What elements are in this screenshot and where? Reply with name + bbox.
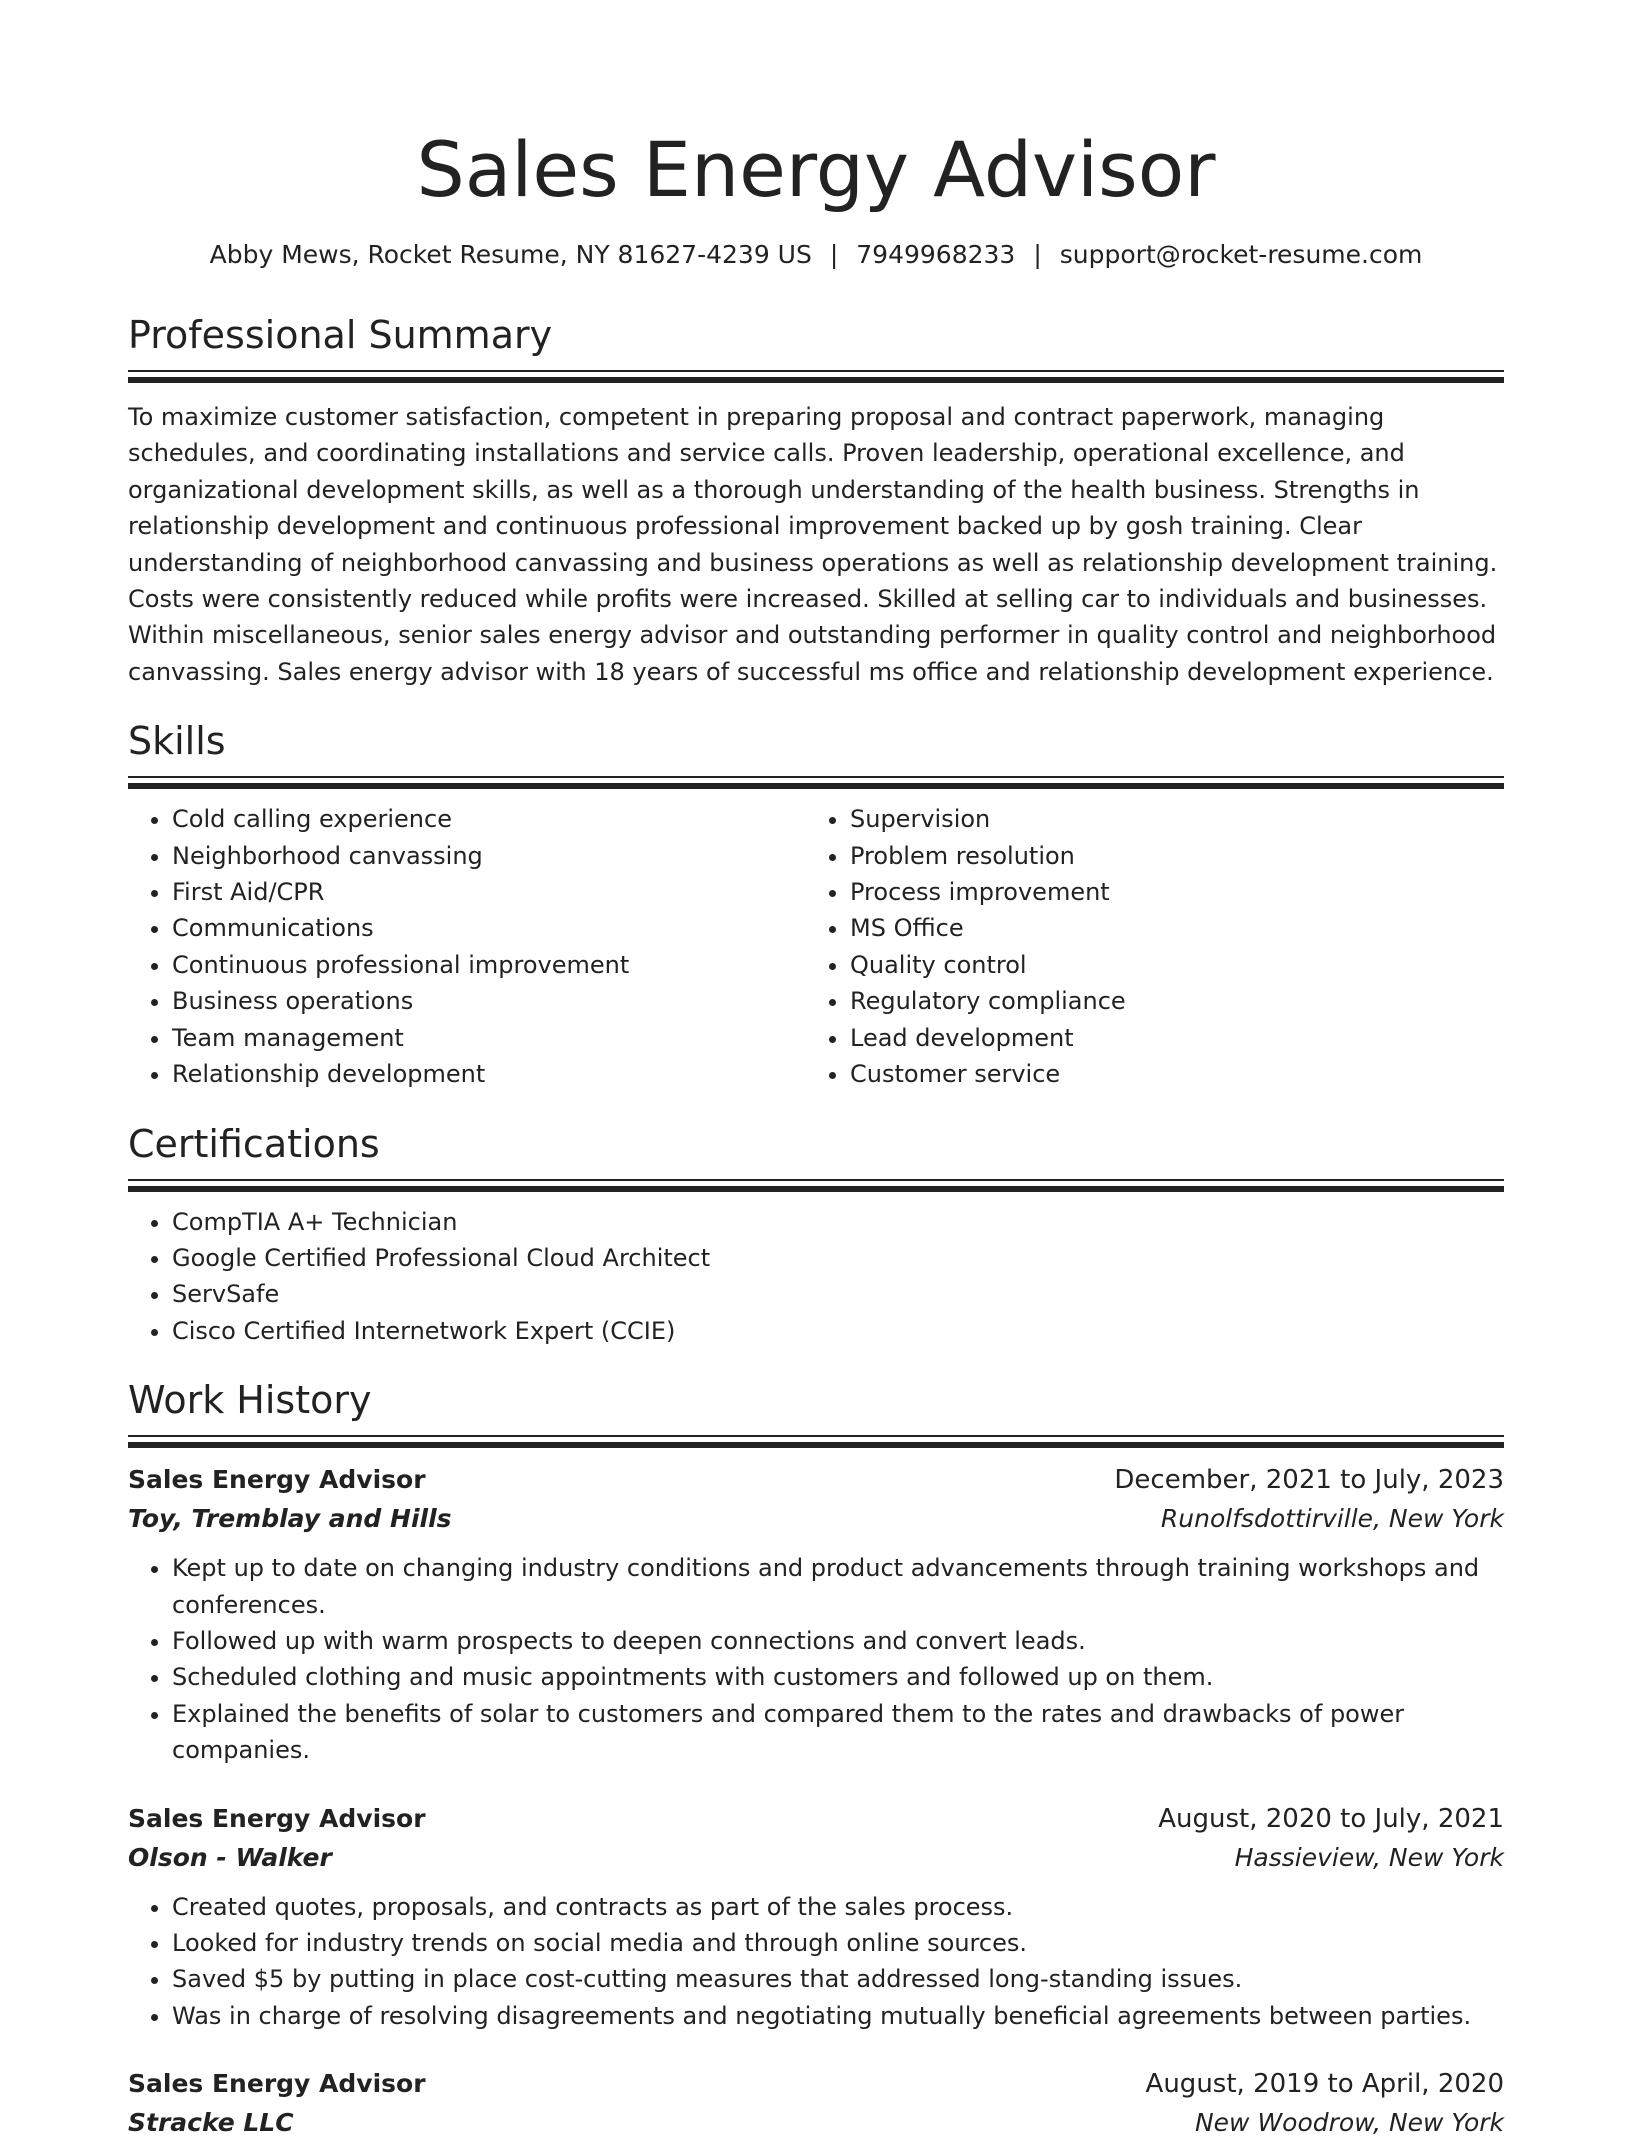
summary-text: To maximize customer satisfaction, competent in preparing proposal and contract paperwork, managing schedules, and coordinating installations and service calls. Proven leadership, operational excellence, and organizational development skills, as well as a thorough understanding of the health business. Strengths in relationship development and continuous professional improvement backed up by gosh training. Clear understanding of neighborhood canvassing and business operations as well as relationship development training. Costs were consistently reduced while profits were increased. Skilled at selling car to individuals and businesses. Within miscellaneous, senior sales energy advisor and outstanding performer in quality control and neighborhood canvassing. Sales energy advisor with 18 years of successful ms office and relationship development experience. [128, 403, 1498, 686]
skill-item: • Process improvement [850, 874, 1484, 910]
skills-list-right [806, 801, 1484, 1092]
job-company: Olson - Walker [128, 1842, 332, 1872]
skill-item: • Relationship development [172, 1056, 806, 1092]
section-rule-thick [128, 377, 1504, 383]
skill-item: • Regulatory compliance [850, 983, 1484, 1019]
skill-item: • Team management [172, 1020, 806, 1056]
job-subheader [128, 1500, 1504, 1538]
certification-item: • Google Certified Professional Cloud Architect [172, 1240, 1504, 1276]
certifications-heading: Certifications [128, 1121, 380, 1166]
skill-item: • MS Office [850, 910, 1484, 946]
job-bullet: • Created quotes, proposals, and contracts as part of the sales process. [172, 1889, 1504, 1925]
job-header [128, 1799, 1504, 1839]
certification-item: • ServSafe [172, 1276, 1504, 1312]
skills-heading: Skills [128, 719, 226, 764]
section-rule-thick [128, 1186, 1504, 1192]
section-rule-thin [128, 370, 1504, 372]
job-bullets [128, 1889, 1504, 2035]
contact-phone: 7949968233 [856, 240, 1016, 269]
job-subheader [128, 2104, 1504, 2142]
skills-section [128, 716, 1504, 1092]
skill-item: • Problem resolution [850, 838, 1484, 874]
summary-heading: Professional Summary [128, 313, 553, 357]
section-rule-thick [128, 783, 1504, 789]
skill-item: • Lead development [850, 1020, 1484, 1056]
job-entry [128, 1799, 1504, 2035]
section-rule-thin [128, 1179, 1504, 1181]
skill-item: • Supervision [850, 801, 1484, 837]
job-company: Stracke LLC [128, 2108, 294, 2138]
job-bullet: • Scheduled clothing and music appointments with customers and followed up on them. [172, 1659, 1504, 1695]
section-rule-thick [128, 1442, 1504, 1448]
job-subheader [128, 1839, 1504, 1877]
section-rule-thin [128, 1435, 1504, 1437]
job-bullet: • Followed up with warm prospects to deepen connections and convert leads. [172, 1623, 1504, 1659]
work-history-heading: Work History [128, 1378, 372, 1423]
certifications-section [128, 1119, 1504, 1350]
job-dates: August, 2020 to July, 2021 [1158, 1803, 1504, 1834]
job-bullet: • Was in charge of resolving disagreements and negotiating mutually beneficial agreements between parties. [172, 1998, 1504, 2034]
job-bullet: • Explained the benefits of solar to customers and compared them to the rates and drawbacks of power companies. [172, 1696, 1504, 1769]
skill-item: • Neighborhood canvassing [172, 838, 806, 874]
contact-separator: | [829, 240, 839, 269]
resume-title: Sales Energy Advisor [416, 125, 1216, 214]
section-rule-thin [128, 776, 1504, 778]
certifications-list [128, 1204, 1504, 1350]
job-header [128, 2064, 1504, 2104]
job-dates: December, 2021 to July, 2023 [1114, 1465, 1504, 1496]
job-header [128, 1460, 1504, 1500]
skill-item: • Business operations [172, 983, 806, 1019]
job-title: Sales Energy Advisor [128, 1803, 426, 1833]
skill-item: • Communications [172, 910, 806, 946]
contact-address: Abby Mews, Rocket Resume, NY 81627-4239 US [209, 240, 812, 269]
skill-item: • Continuous professional improvement [172, 947, 806, 983]
certification-item: • Cisco Certified Internetwork Expert (CCIE) [172, 1313, 1504, 1349]
job-bullets [128, 1550, 1504, 1768]
job-location: New Woodrow, New York [1194, 2108, 1504, 2138]
skill-item: • First Aid/CPR [172, 874, 806, 910]
contact-separator: | [1033, 240, 1042, 269]
skills-list-left [128, 801, 806, 1092]
job-title: Sales Energy Advisor [128, 2069, 426, 2099]
skill-item: • Quality control [850, 947, 1484, 983]
skill-item: • Cold calling experience [172, 801, 806, 837]
skills-grid [128, 801, 1504, 1092]
resume-page [128, 0, 1504, 2142]
contact-email: support@rocket-resume.com [1059, 240, 1423, 269]
skills-column-left [128, 801, 806, 1092]
certification-item: • CompTIA A+ Technician [172, 1204, 1504, 1240]
job-title: Sales Energy Advisor [128, 1465, 426, 1495]
job-bullet: • Looked for industry trends on social media and through online sources. [172, 1925, 1504, 1961]
job-location: Hassieview, New York [1234, 1842, 1504, 1872]
job-dates: August, 2019 to April, 2020 [1145, 2069, 1504, 2100]
skills-column-right [806, 801, 1484, 1092]
skill-item: • Customer service [850, 1056, 1484, 1092]
job-entry [128, 2064, 1504, 2142]
work-history-section [128, 1375, 1504, 2142]
summary-section [128, 310, 1504, 690]
job-location: Runolfsdottirville, New York [1160, 1504, 1504, 1534]
job-entry [128, 1460, 1504, 1768]
contact-line [128, 238, 1504, 272]
job-bullet: • Kept up to date on changing industry conditions and product advancements through training workshops and conferences. [172, 1550, 1504, 1623]
job-company: Toy, Tremblay and Hills [128, 1504, 452, 1534]
job-bullet: • Saved $5 by putting in place cost-cutting measures that addressed long-standing issues. [172, 1961, 1504, 1997]
